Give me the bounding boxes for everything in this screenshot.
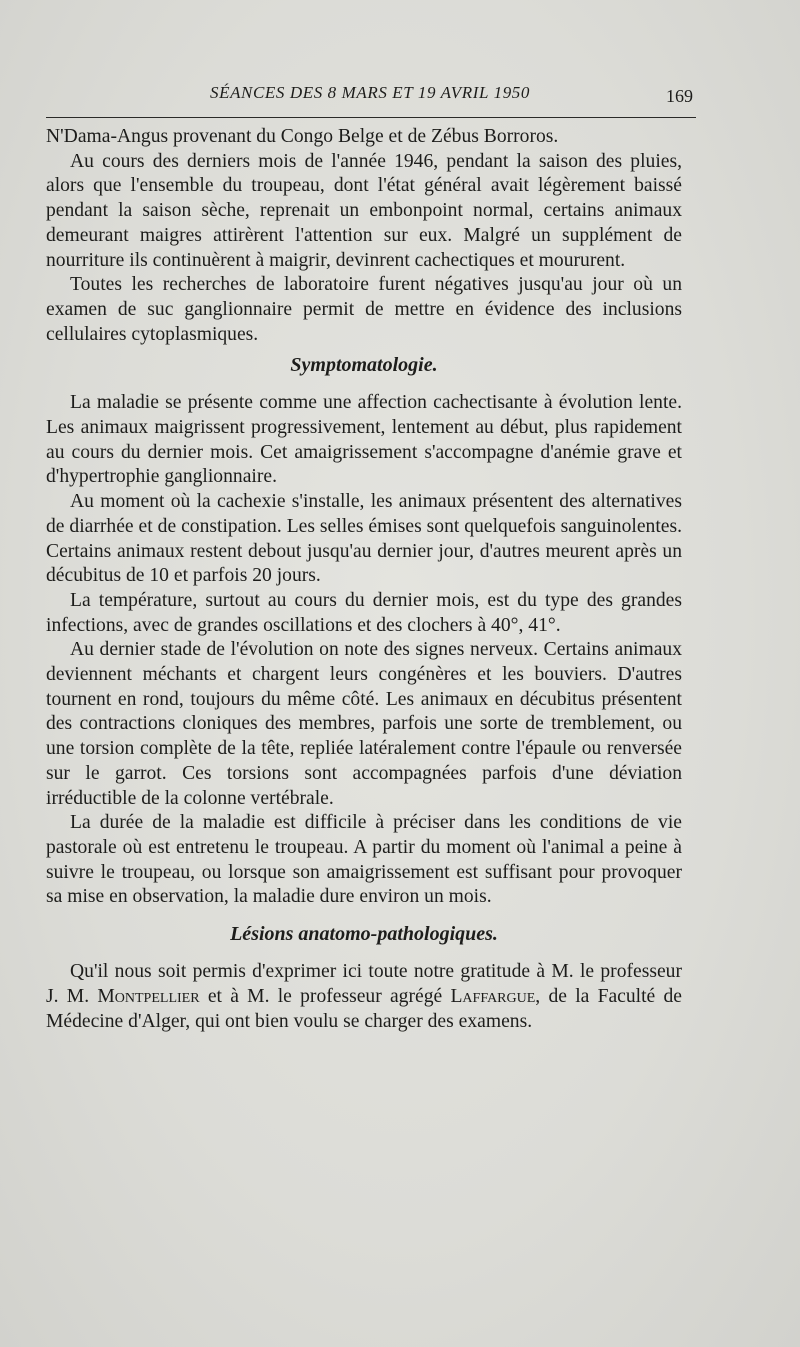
section-title-lesions: Lésions anatomo-pathologiques. xyxy=(230,923,498,946)
acknowledgement-paragraph xyxy=(46,960,682,1034)
paragraph: La maladie se présente comme une affection cachectisante à évolution lente. Les animaux maigrissent progressivement, lentement au début, plus rapidement au cours du dernier mois. Cet amaigrissement s'accompagne d'anémie grave et d'hypertrophie ganglionnaire. xyxy=(46,392,682,488)
acknowledgement-text: , de la Faculté de Médecine d'Alger, qui ont bien voulu se charger des examens. xyxy=(46,985,683,1032)
author-name-laffargue: Laffargue xyxy=(450,985,536,1007)
paragraph: La durée de la maladie est difficile à préciser dans les conditions de vie pastorale où est entretenu le troupeau. A partir du moment où l'animal a peine à suivre le troupeau, ou lorsque son amaigrissement est suffisant pour provoquer sa mise en observation, la maladie dure environ un mois. xyxy=(46,812,682,908)
paragraph: Au moment où la cachexie s'installe, les animaux présentent des alternatives de diarrhée et de constipation. Les selles émises sont quelquefois sanguinolentes. Certains animaux restent debout jusqu'au dernier jour, d'autres meurent après un décubitus de 10 et parfois 20 jours. xyxy=(46,491,682,587)
running-header-title: SÉANCES DES 8 MARS ET 19 AVRIL 1950 xyxy=(209,83,530,102)
paragraph: La température, surtout au cours du dernier mois, est du type des grandes infections, avec de grandes oscillations et des clochers à 40°, 41°. xyxy=(46,589,682,636)
body-text xyxy=(46,125,682,1034)
section-title-symptomatologie: Symptomatologie. xyxy=(290,354,438,377)
author-name-montpellier: Montpellier xyxy=(97,985,200,1007)
paragraph: Au dernier stade de l'évolution on note des signes nerveux. Certains animaux deviennent méchants et chargent leurs congénères et les bouviers. D'autres tournent en rond, toujours du même côté. Les animaux en décubitus présentent des contractions cloniques des membres, parfois une sorte de tremblement, ou une torsion complète de la tête, repliée latéralement contre l'épaule ou renversée sur le garrot. Ces torsions sont accompagnées parfois d'une déviation irréductible de la colonne vertébrale. xyxy=(46,639,682,809)
page-number: 169 xyxy=(666,86,693,106)
opening-line: N'Dama-Angus provenant du Congo Belge et de Zébus Borroros. xyxy=(46,126,559,147)
paragraph: Toutes les recherches de laboratoire furent négatives jusqu'au jour où un examen de suc ganglionnaire permit de mettre en évidence des inclusions cellulaires cytoplasmiques. xyxy=(46,274,682,345)
acknowledgement-text: et à M. le professeur agrégé xyxy=(199,985,451,1007)
header-rule xyxy=(46,117,696,118)
acknowledgement-text: Qu'il nous soit permis d'exprimer ici toute notre gratitude à M. le professeur J. M. xyxy=(46,961,682,1007)
paragraph: Au cours des derniers mois de l'année 1946, pendant la saison des pluies, alors que l'ensemble du troupeau, dont l'état général avait légèrement baissé pendant la saison sèche, reprenait un embonpoint normal, certains animaux demeurant maigres attirèrent l'attention sur eux. Malgré un supplément de nourriture ils continuèrent à maigrir, devinrent cachectiques et moururent. xyxy=(46,150,682,271)
